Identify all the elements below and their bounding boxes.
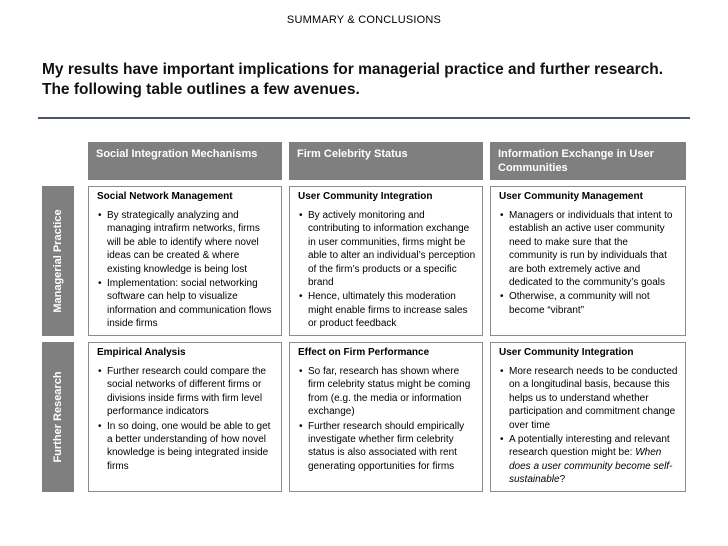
row-label-text: Managerial Practice [52,209,64,313]
cell-bullet: • Hence, ultimately this moderation might enable firms to increase sales or product feedback [298,290,476,330]
cell-bullet: • Implementation: social networking software can help to visualize information and communication flows inside firms [97,277,275,331]
cell-bullet: • By actively monitoring and contributing to information exchange in user communities, firms might be able to alter an individual’s perception of the firm’s products or a specific brand [298,209,476,289]
cell-managerial-firm-celebrity [289,186,483,336]
cell-managerial-social-integration [88,186,282,336]
cell-title: User Community Integration [298,191,433,202]
bullet-text: A potentially interesting and relevant research question might be: [509,434,670,459]
slide-headline: My results have important implications for managerial practice and further research. The following table outlines a few avenues. [42,61,664,98]
cell-bullet: • Managers or individuals that intent to establish an active user community need to make sure that the community is run by individuals that are both extremely active and dedicated to the community’s goals [499,209,679,289]
row-label-further-research [42,342,74,492]
cell-title: Social Network Management [97,191,233,202]
cell-research-social-integration [88,342,282,492]
cell-research-information-exchange [490,342,686,492]
slide-section-label: SUMMARY & CONCLUSIONS [286,14,442,26]
cell-title: User Community Management [499,191,643,202]
cell-research-firm-celebrity [289,342,483,492]
cell-bullet [499,433,679,487]
cell-bullet: • Further research should empirically investigate whether firm celebrity status is also associated with rent generating opportunities for firms [298,420,476,474]
cell-title: Empirical Analysis [97,347,186,358]
cell-bullet: • More research needs to be conducted on a longitudinal basis, because this helps us to understand whether participation and commitment change over time [499,365,679,432]
cell-title: User Community Integration [499,347,634,358]
cell-managerial-information-exchange [490,186,686,336]
row-label-text: Further Research [52,371,64,463]
column-header-firm-celebrity: Firm Celebrity Status [289,142,483,180]
question-mark: ? [559,474,566,486]
cell-bullet: • Further research could compare the social networks of different firms or divisions inside firms with firm level performance indicators [97,365,275,419]
cell-bullet: • In so doing, one would be able to get a better understanding of how novel knowledge is being integrated inside firms [97,420,275,474]
divider-rule [38,117,690,119]
cell-bullet: • So far, research has shown where firm celebrity status might be coming from (e.g. the media or information exchange) [298,365,476,419]
cell-bullet: • Otherwise, a community will not become “vibrant” [499,290,679,317]
research-question-text: When does a user community become self-sustainable [509,447,673,486]
cell-title: Effect on Firm Performance [298,347,430,358]
row-label-managerial-practice [42,186,74,336]
column-header-information-exchange: Information Exchange in User Communities [490,142,686,180]
cell-bullet: • By strategically analyzing and managing intrafirm networks, firms will be able to identify where novel ideas can be created & where existing knowledge is being lost [97,209,275,276]
column-header-social-integration: Social Integration Mechanisms [88,142,282,180]
